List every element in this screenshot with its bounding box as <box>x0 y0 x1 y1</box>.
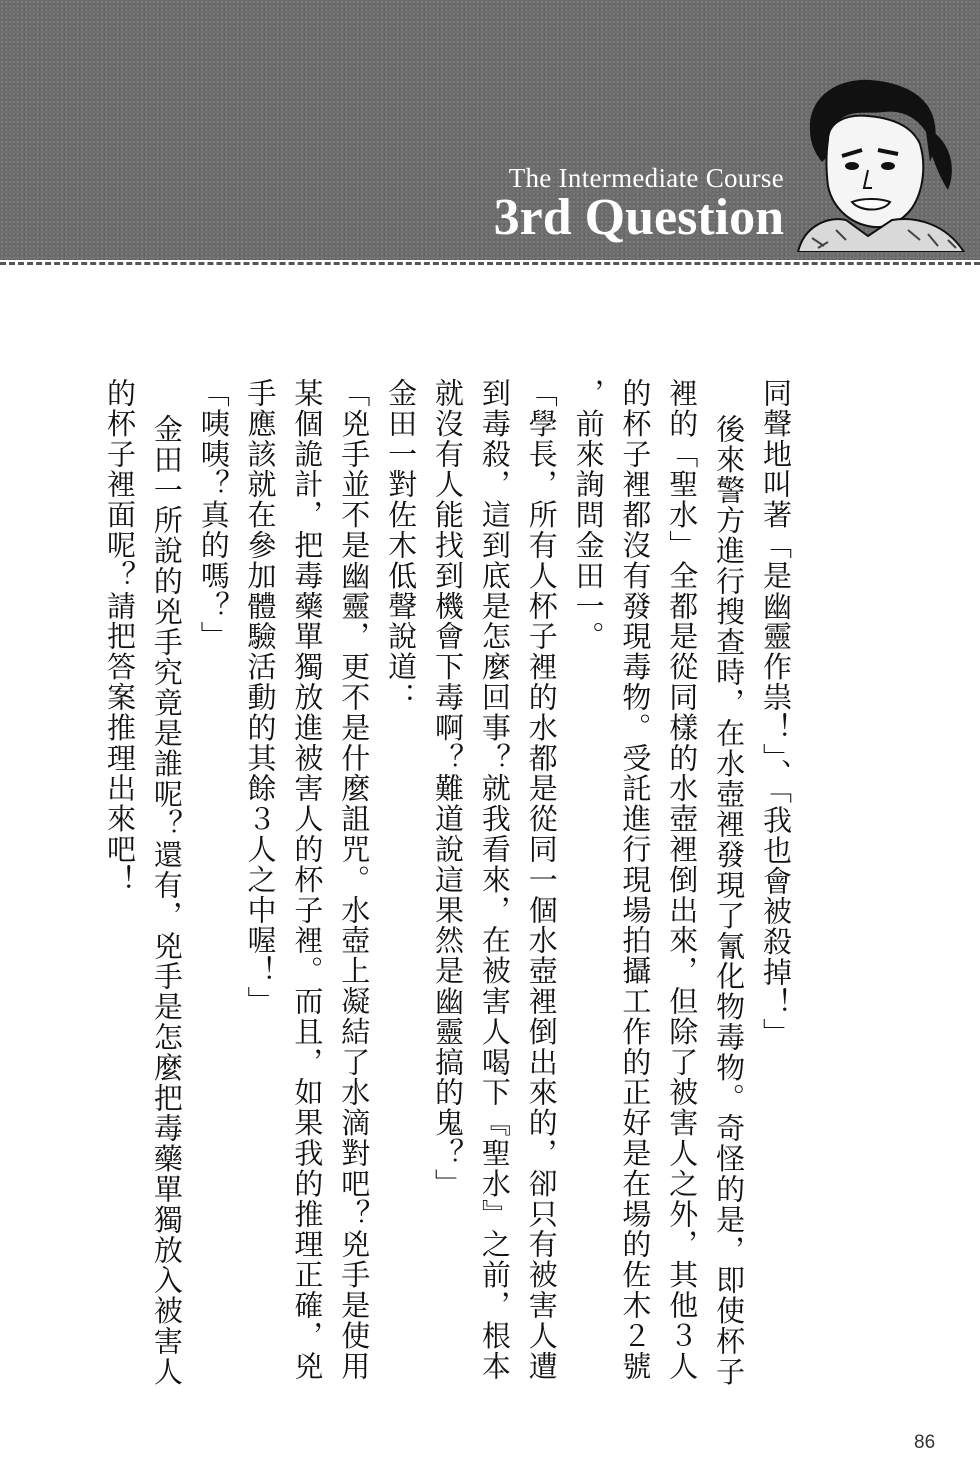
text-column-15: 的杯子裡面呢？請把答案推理出來吧！ <box>102 378 137 895</box>
header-divider <box>0 262 980 265</box>
text-column-2: 後來警方進行搜查時，在水壺裡發現了氰化物毒物。奇怪的是，即使杯子 <box>712 414 747 1387</box>
text-column-1: 同聲地叫著「是幽靈作祟！」、「我也會被殺掉！」 <box>759 378 793 1049</box>
text-column-14: 金田一所說的兇手究竟是誰呢？還有，兇手是怎麼把毒藥單獨放入被害人 <box>149 414 184 1387</box>
text-column-5: ，前來詢問金田一。 <box>571 378 606 652</box>
text-column-11: 某個詭計，把毒藥單獨放進被害人的杯子裡。而且，如果我的推理正確，兇 <box>290 378 325 1382</box>
text-column-13: 「咦咦？真的嗎？」 <box>196 378 231 652</box>
text-column-6: 「學長，所有人杯子裡的水都是從同一個水壺裡倒出來的，卻只有被害人遭 <box>524 378 559 1382</box>
text-column-10: 「兇手並不是幽靈，更不是什麼詛咒。水壺上凝結了水滴對吧？兇手是使用 <box>337 378 372 1382</box>
text-column-4: 的杯子裡都沒有發現毒物。受託進行現場拍攝工作的正好是在場的佐木２號 <box>618 378 653 1382</box>
text-column-7: 到毒殺，這到底是怎麼回事？就我看來，在被害人喝下『聖水』之前，根本 <box>477 378 512 1382</box>
text-column-8: 就沒有人能找到機會下毒啊？難道說這果然是幽靈搞的鬼？」 <box>430 378 465 1199</box>
text-column-12: 手應該就在參加體驗活動的其餘３人之中喔！」 <box>243 378 278 1017</box>
body-text-columns <box>100 378 802 1410</box>
chapter-title: 3rd Question <box>493 189 784 246</box>
text-column-3: 裡的「聖水」全都是從同樣的水壺裡倒出來，但除了被害人之外，其他３人 <box>665 378 700 1382</box>
character-portrait-illustration <box>788 70 972 252</box>
text-column-9: 金田一對佐木低聲說道： <box>384 378 419 713</box>
chapter-subtitle: The Intermediate Course <box>508 163 784 193</box>
page-number: 86 <box>914 1432 936 1453</box>
